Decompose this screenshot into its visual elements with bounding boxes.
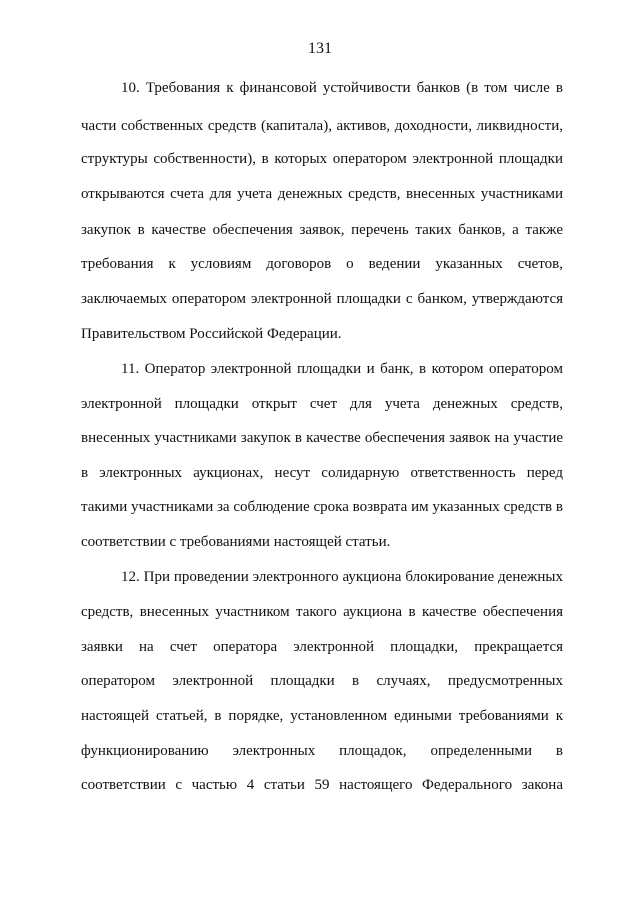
paragraph-line: Правительством Российской Федерации. [81, 326, 342, 342]
paragraph-line: соответствии с требованиями настоящей статьи. [81, 534, 391, 550]
paragraph-line: соответствии с частью 4 статьи 59 настоящего Федерального закона [81, 777, 563, 793]
paragraph-line: 12. При проведении электронного аукциона блокирование денежных [121, 569, 563, 585]
paragraph-line: заявки на счет оператора электронной площадки, прекращается [81, 639, 563, 655]
paragraph-line: требования к условиям договоров о ведении указанных счетов, [81, 256, 563, 272]
paragraph-line: 11. Оператор электронной площадки и банк, в котором оператором [121, 361, 563, 377]
paragraph-line: такими участниками за соблюдение срока возврата им указанных средств в [81, 499, 563, 515]
paragraph-line: закупок в качестве обеспечения заявок, перечень таких банков, а также [81, 222, 563, 238]
paragraph-line: электронной площадки открыт счет для учета денежных средств, [81, 396, 563, 412]
paragraph-line: 10. Требования к финансовой устойчивости банков (в том числе в [121, 80, 563, 96]
paragraph-line: структуры собственности), в которых оператором электронной площадки [81, 151, 563, 167]
paragraph-line: части собственных средств (капитала), активов, доходности, ликвидности, [81, 118, 563, 134]
paragraph-line: в электронных аукционах, несут солидарную ответственность перед [81, 465, 563, 481]
paragraph-line: оператором электронной площадки в случаях, предусмотренных [81, 673, 563, 689]
paragraph-line: заключаемых оператором электронной площадки с банком, утверждаются [81, 291, 563, 307]
paragraph-line: открываются счета для учета денежных средств, внесенных участниками [81, 186, 563, 202]
paragraph-line: функционированию электронных площадок, определенными в [81, 743, 563, 759]
paragraph-line: средств, внесенных участником такого аукциона в качестве обеспечения [81, 604, 563, 620]
paragraph-line: внесенных участниками закупок в качестве обеспечения заявок на участие [81, 430, 563, 446]
page-number: 131 [308, 40, 332, 57]
paragraph-line: настоящей статьей, в порядке, установленном едиными требованиями к [81, 708, 563, 724]
